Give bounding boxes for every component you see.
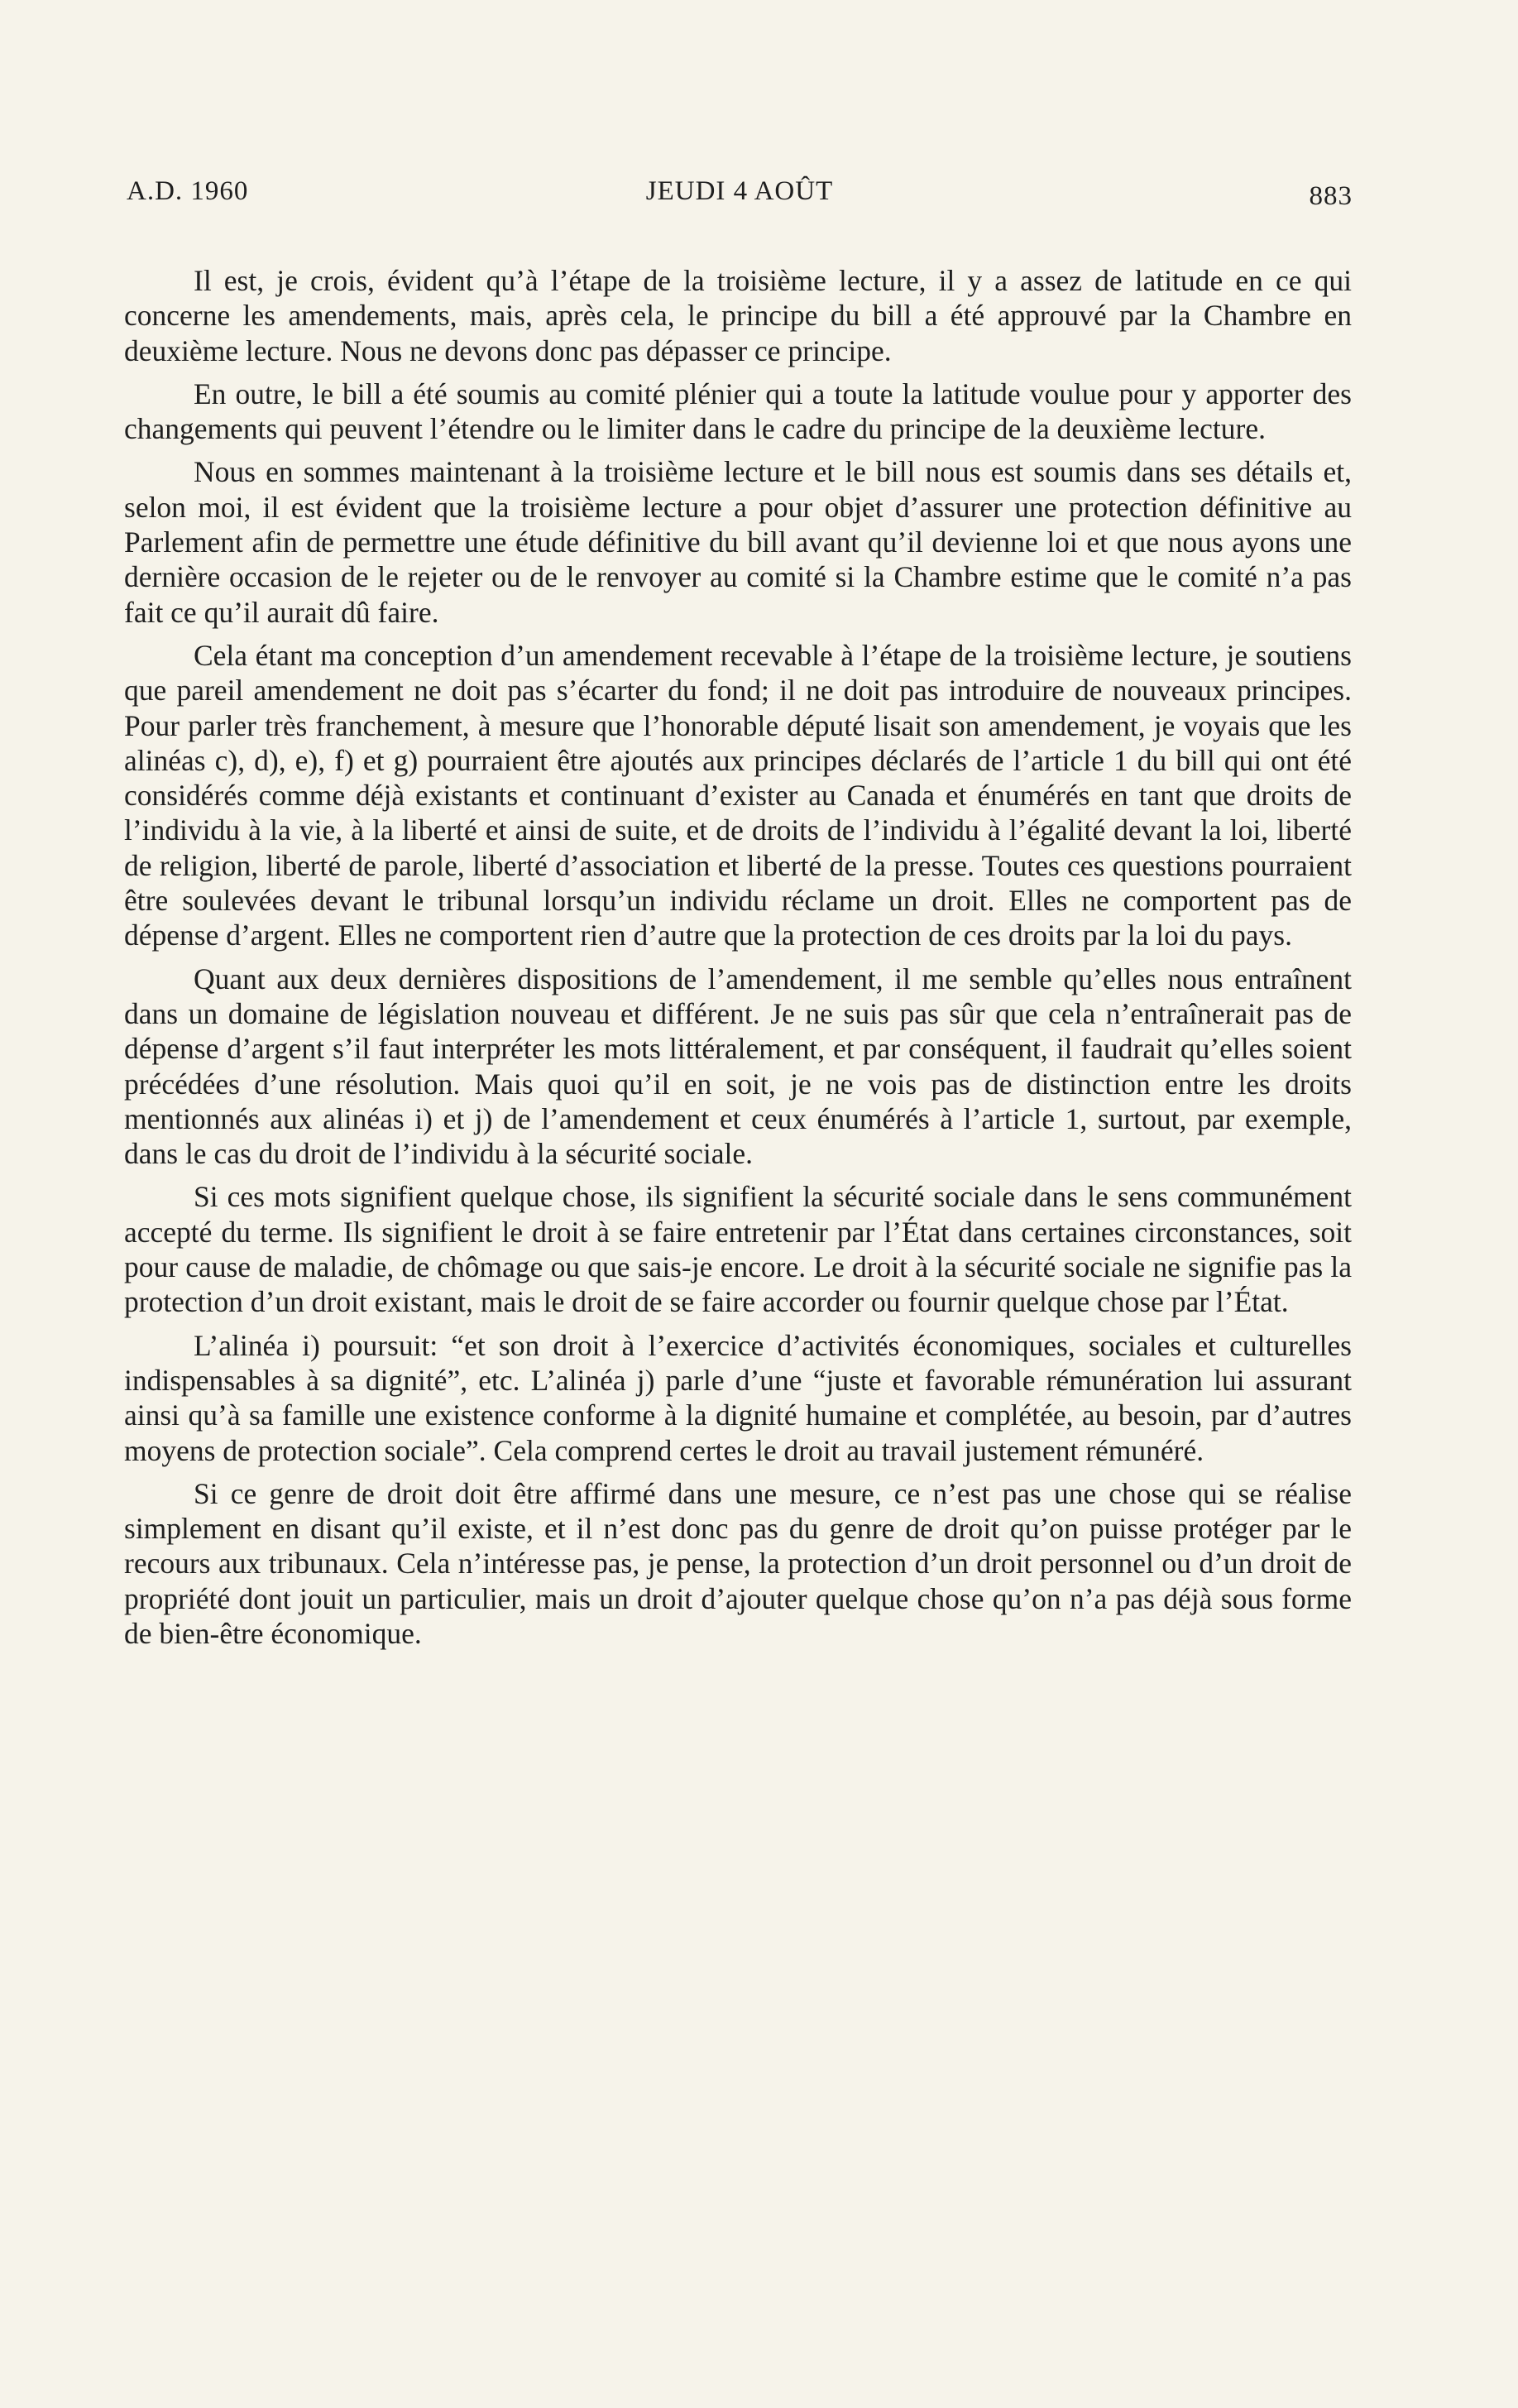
paragraph: Il est, je crois, évident qu’à l’étape de la troisième lecture, il y a assez de latitude en ce qui concerne les amendements, mais, après cela, le principe du bill a été approuvé par la Chambre en deuxième lecture. Nous ne devons donc pas dépasser ce principe. [124, 264, 1352, 367]
document-body [124, 263, 1352, 1659]
page-number: 883 [1309, 181, 1353, 211]
paragraph: Cela étant ma conception d’un amendement recevable à l’étape de la troisième lecture, je soutiens que pareil amendement ne doit pas s’écarter du fond; il ne doit pas introduire de nouveaux principes. Pour parler très franchement, à mesure que l’honorable député lisait son amendement, je voyais que les alinéas c), d), e), f) et g) pourraient être ajoutés aux principes déclarés de l’article 1 du bill qui ont été considérés comme déjà existants et continuant d’exister au Canada et énumérés en tant que droits de l’individu à la vie, à la liberté et ainsi de suite, et de droits de l’individu à l’égalité devant la loi, liberté de religion, liberté de parole, liberté d’association et liberté de la presse. Toutes ces questions pourraient être soulevées devant le tribunal lorsqu’un individu réclame un droit. Elles ne comportent pas de dépense d’argent. Elles ne comportent rien d’autre que la protection de ces droits par la loi du pays. [124, 638, 1352, 952]
paragraph: Si ce genre de droit doit être affirmé dans une mesure, ce n’est pas une chose qui se réalise simplement en disant qu’il existe, et il n’est donc pas du genre de droit qu’on puisse protéger par le recours aux tribunaux. Cela n’intéresse pas, je pense, la protection d’un droit personnel ou d’un droit de propriété dont jouit un particulier, mais un droit d’ajouter quelque chose qu’on n’a pas déjà sous forme de bien-être économique. [124, 1476, 1352, 1650]
page-header [127, 176, 1353, 218]
header-year: A.D. 1960 [127, 176, 249, 206]
paragraph: Nous en sommes maintenant à la troisième lecture et le bill nous est soumis dans ses détails et, selon moi, il est évident que la troisième lecture a pour objet d’assurer une protection définitive au Parlement afin de permettre une étude définitive du bill avant qu’il devienne loi et que nous ayons une dernière occasion de le rejeter ou de le renvoyer au comité si la Chambre estime que le comité n’a pas fait ce qu’il aurait dû faire. [124, 455, 1352, 629]
paragraph: Quant aux deux dernières dispositions de l’amendement, il me semble qu’elles nous entraînent dans un domaine de législation nouveau et différent. Je ne suis pas sûr que cela n’entraînerait pas de dépense d’argent s’il faut interpréter les mots littéralement, et par conséquent, il faudrait qu’elles soient précédées d’une résolution. Mais quoi qu’il en soit, je ne vois pas de distinction entre les droits mentionnés aux alinéas i) et j) de l’amendement et ceux énumérés à l’article 1, surtout, par exemple, dans le cas du droit de l’individu à la sécurité sociale. [124, 962, 1352, 1171]
header-date: JEUDI 4 AOÛT [645, 176, 834, 206]
paragraph: En outre, le bill a été soumis au comité plénier qui a toute la latitude voulue pour y apporter des changements qui peuvent l’étendre ou le limiter dans le cadre du principe de la deuxième lecture. [124, 377, 1352, 446]
paragraph: L’alinéa i) poursuit: “et son droit à l’exercice d’activités économiques, sociales et culturelles indispensables à sa dignité”, etc. L’alinéa j) parle d’une “juste et favorable rémunération lui assurant ainsi qu’à sa famille une existence conforme à la dignité humaine et complétée, au besoin, par d’autres moyens de protection sociale”. Cela comprend certes le droit au travail justement rémunéré. [124, 1328, 1352, 1467]
paragraph: Si ces mots signifient quelque chose, ils signifient la sécurité sociale dans le sens communément accepté du terme. Ils signifient le droit à se faire entretenir par l’État dans certaines circonstances, soit pour cause de maladie, de chômage ou que sais-je encore. Le droit à la sécurité sociale ne signifie pas la protection d’un droit existant, mais le droit de se faire accorder ou fournir quelque chose par l’État. [124, 1180, 1352, 1319]
